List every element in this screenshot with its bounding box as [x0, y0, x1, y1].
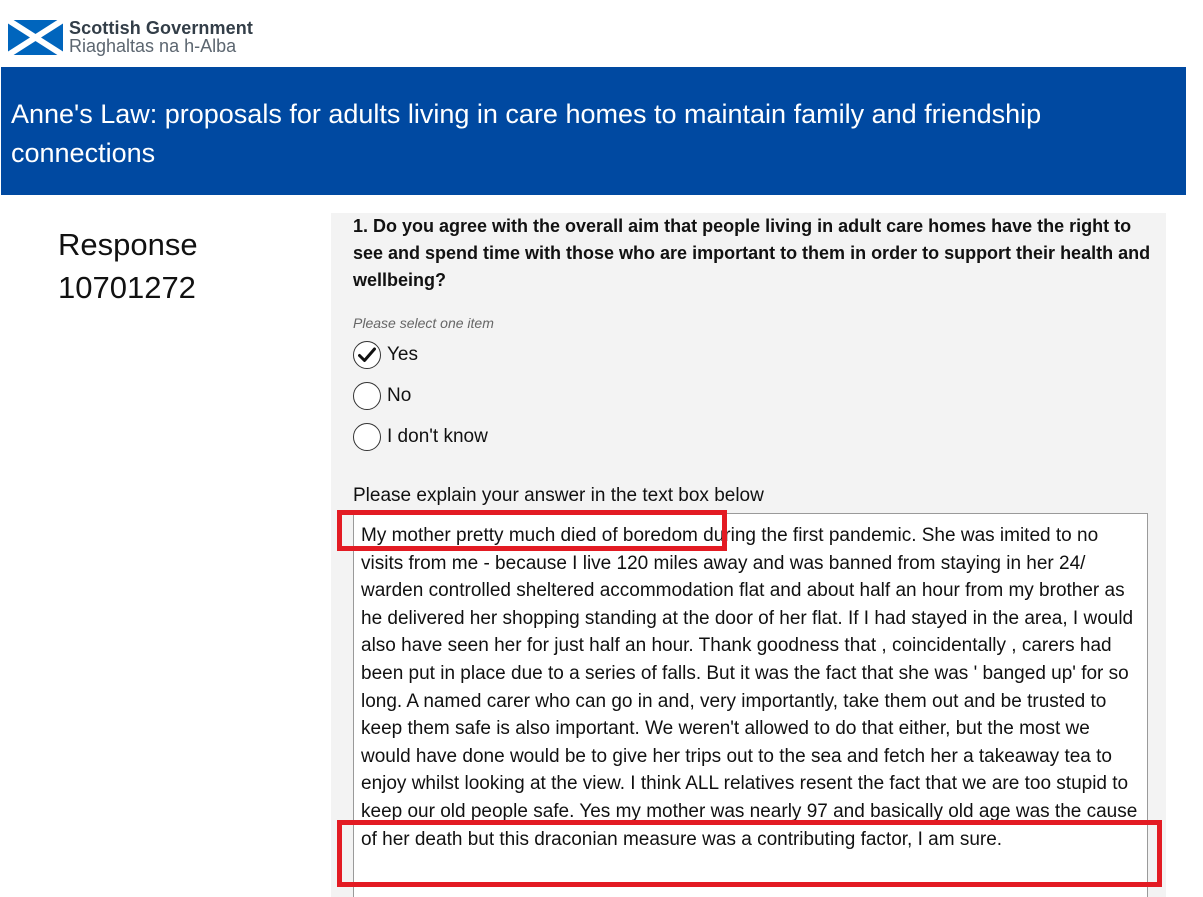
saltire-flag-icon [8, 20, 63, 55]
option-yes[interactable] [353, 340, 418, 370]
response-label: Response [58, 227, 198, 262]
org-name-gaelic: Riaghaltas na h-Alba [69, 36, 237, 56]
scottish-government-logo[interactable] [8, 19, 253, 55]
option-label-no: No [387, 385, 412, 406]
checkmark-icon [358, 347, 376, 363]
select-hint: Please select one item [353, 315, 494, 331]
radio-dont-know[interactable] [353, 423, 381, 451]
option-label-dont-know: I don't know [387, 426, 488, 447]
radio-yes[interactable] [353, 341, 381, 369]
explain-label: Please explain your answer in the text box below [353, 485, 764, 506]
org-name-english: Scottish Government [69, 18, 253, 38]
answer-textarea[interactable]: My mother pretty much died of boredom during the first pandemic. She was imited to no visits from me - because I live 120 miles away and was banned from staying in her 24/ warden controlled sheltered accommodation flat and about half an hour from my brother as he delivered her shopping standing at the door of her flat. If I had stayed in the area, I would also have seen her for just half an hour. Thank goodness that , coincidentally , carers had been put in place due to a series of falls. But it was the fact that she was ' banged up' for so long. A named carer who can go in and, very importantly, take them out and be trusted to keep them safe is also important. We weren't allowed to do that either, but the most we would have done would be to give her trips out to the sea and fetch her a takeaway tea to enjoy whilst looking at the view. I think ALL relatives resent the fact that we are too stupid to keep our old people safe. Yes my mother was nearly 97 and basically old age was the cause of her death but this draconian measure was a contributing factor, I am sure. [353, 513, 1148, 897]
logo-text [69, 19, 253, 55]
page-title: Anne's Law: proposals for adults living in care homes to maintain family and friendship connections [11, 99, 1042, 168]
option-no[interactable] [353, 381, 411, 411]
question-panel [331, 213, 1166, 897]
title-banner [1, 67, 1186, 195]
question-text: 1. Do you agree with the overall aim that people living in adult care homes have the right to see and spend time with those who are important to them in order to support their health and wellbeing? [353, 216, 1151, 290]
response-number: 10701272 [58, 270, 196, 305]
option-label-yes: Yes [387, 344, 418, 365]
option-dont-know[interactable] [353, 422, 488, 452]
radio-no[interactable] [353, 382, 381, 410]
response-id [58, 223, 198, 309]
